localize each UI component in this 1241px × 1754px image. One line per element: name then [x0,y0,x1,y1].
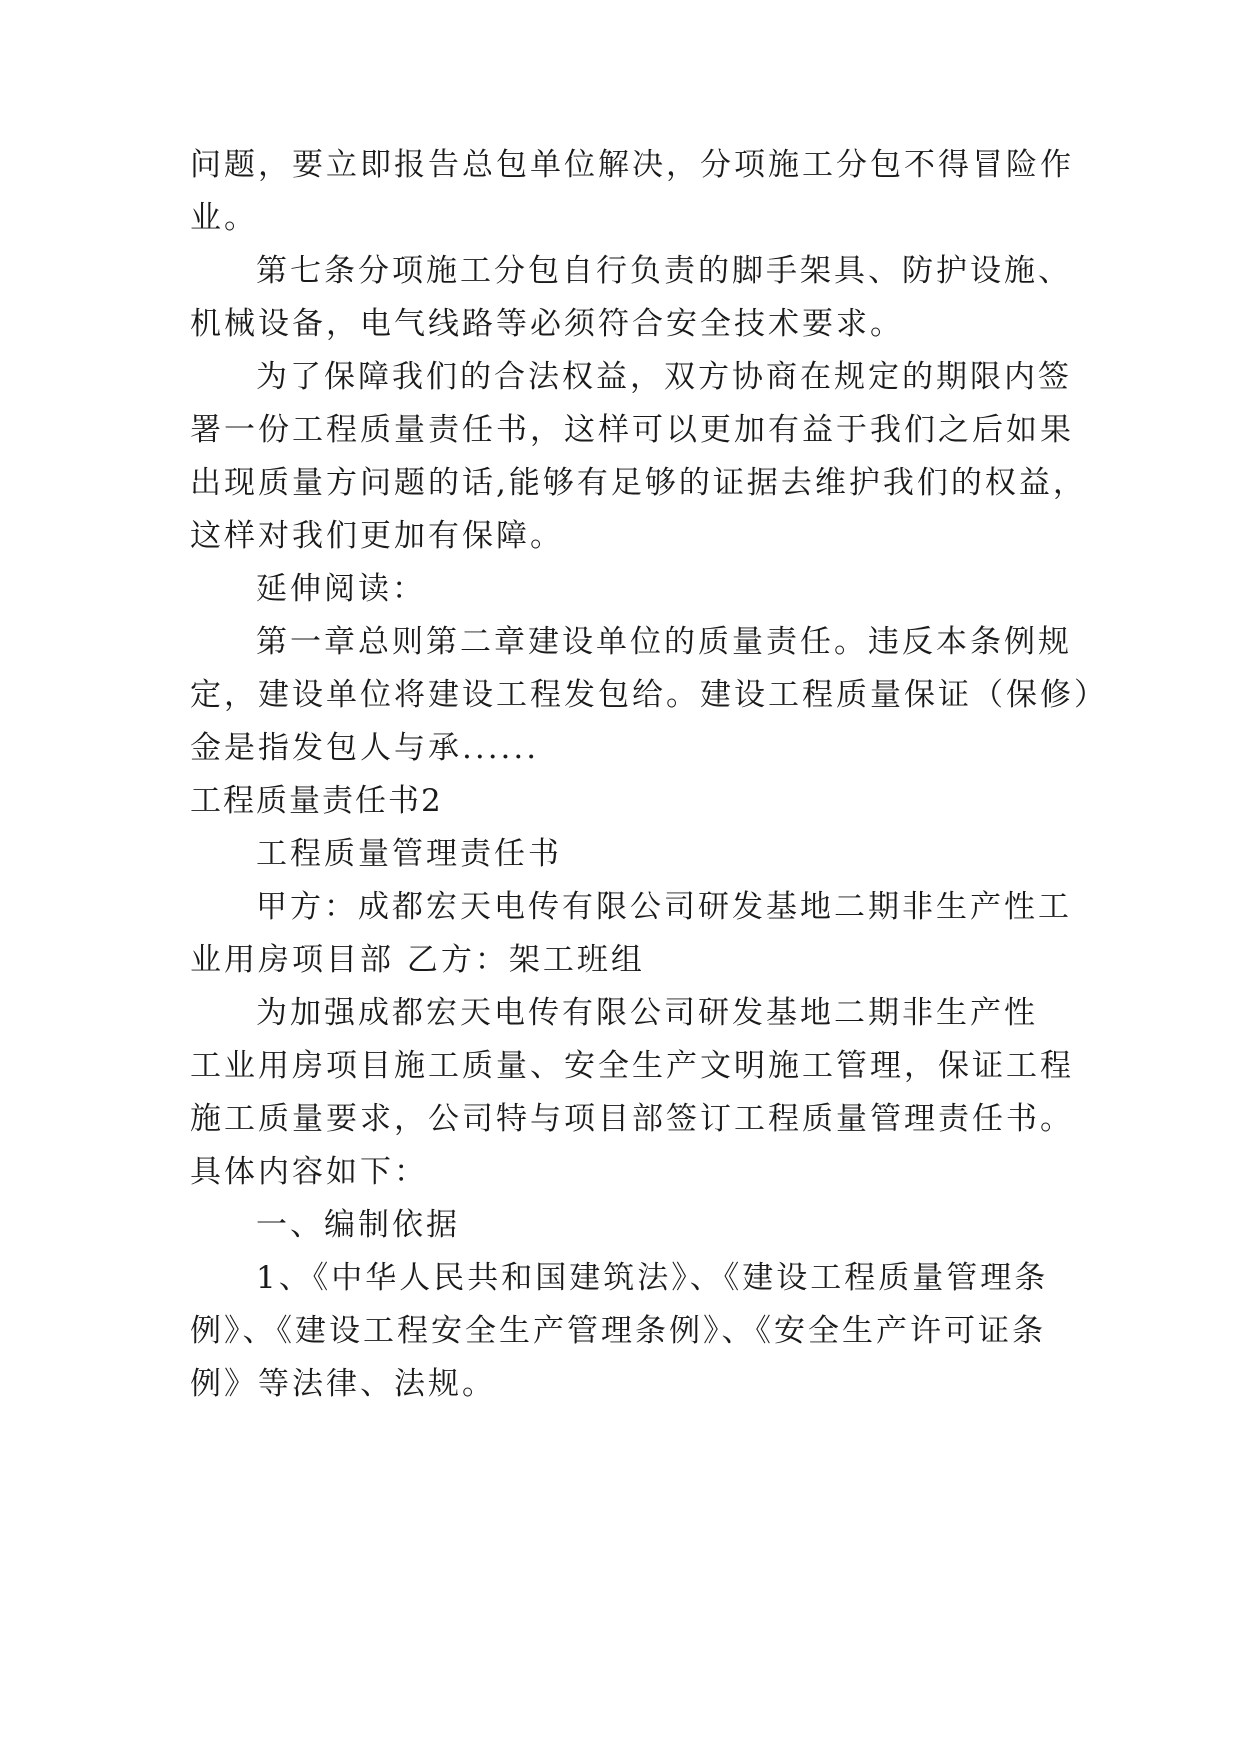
section-heading: 工程质量责任书2 [190,783,443,819]
text-line: 甲方：成都宏天电传有限公司研发基地二期非生产性工 [256,889,1072,925]
text-line: 出现质量方问题的话,能够有足够的证据去维护我们的权益， [190,465,1087,501]
text-line: 例》等法律、法规。 [190,1366,496,1402]
text-line: 施工质量要求，公司特与项目部签订工程质量管理责任书。 [190,1101,1074,1137]
text-line: 业用房项目部 乙方：架工班组 [190,942,645,978]
text-line: 一、编制依据 [256,1207,460,1243]
text-line: 定，建设单位将建设工程发包给。建设工程质量保证（保修） [190,677,1108,713]
text-line: 例》、《建设工程安全生产管理条例》、《安全生产许可证条 [190,1313,1046,1349]
text-line: 署一份工程质量责任书，这样可以更加有益于我们之后如果 [190,412,1074,448]
text-line: 为了保障我们的合法权益，双方协商在规定的期限内签 [256,359,1072,395]
text-line: 工业用房项目施工质量、安全生产文明施工管理，保证工程 [190,1048,1074,1084]
text-line: 业。 [190,200,258,236]
text-line: 第七条分项施工分包自行负责的脚手架具、防护设施、 [256,253,1072,289]
text-line: 问题，要立即报告总包单位解决，分项施工分包不得冒险作 [190,147,1074,183]
text-line: 延伸阅读： [256,571,426,607]
text-line: 具体内容如下： [190,1154,428,1190]
text-line: 为加强成都宏天电传有限公司研发基地二期非生产性 [256,995,1038,1031]
text-line: 这样对我们更加有保障。 [190,518,564,554]
text-line: 金是指发包人与承...... [190,730,540,766]
text-line: 机械设备，电气线路等必须符合安全技术要求。 [190,306,904,342]
text-line: 第一章总则第二章建设单位的质量责任。违反本条例规 [256,624,1072,660]
document-title: 工程质量管理责任书 [256,836,562,872]
text-line: 1、《中华人民共和国建筑法》、《建设工程质量管理条 [256,1260,1049,1296]
